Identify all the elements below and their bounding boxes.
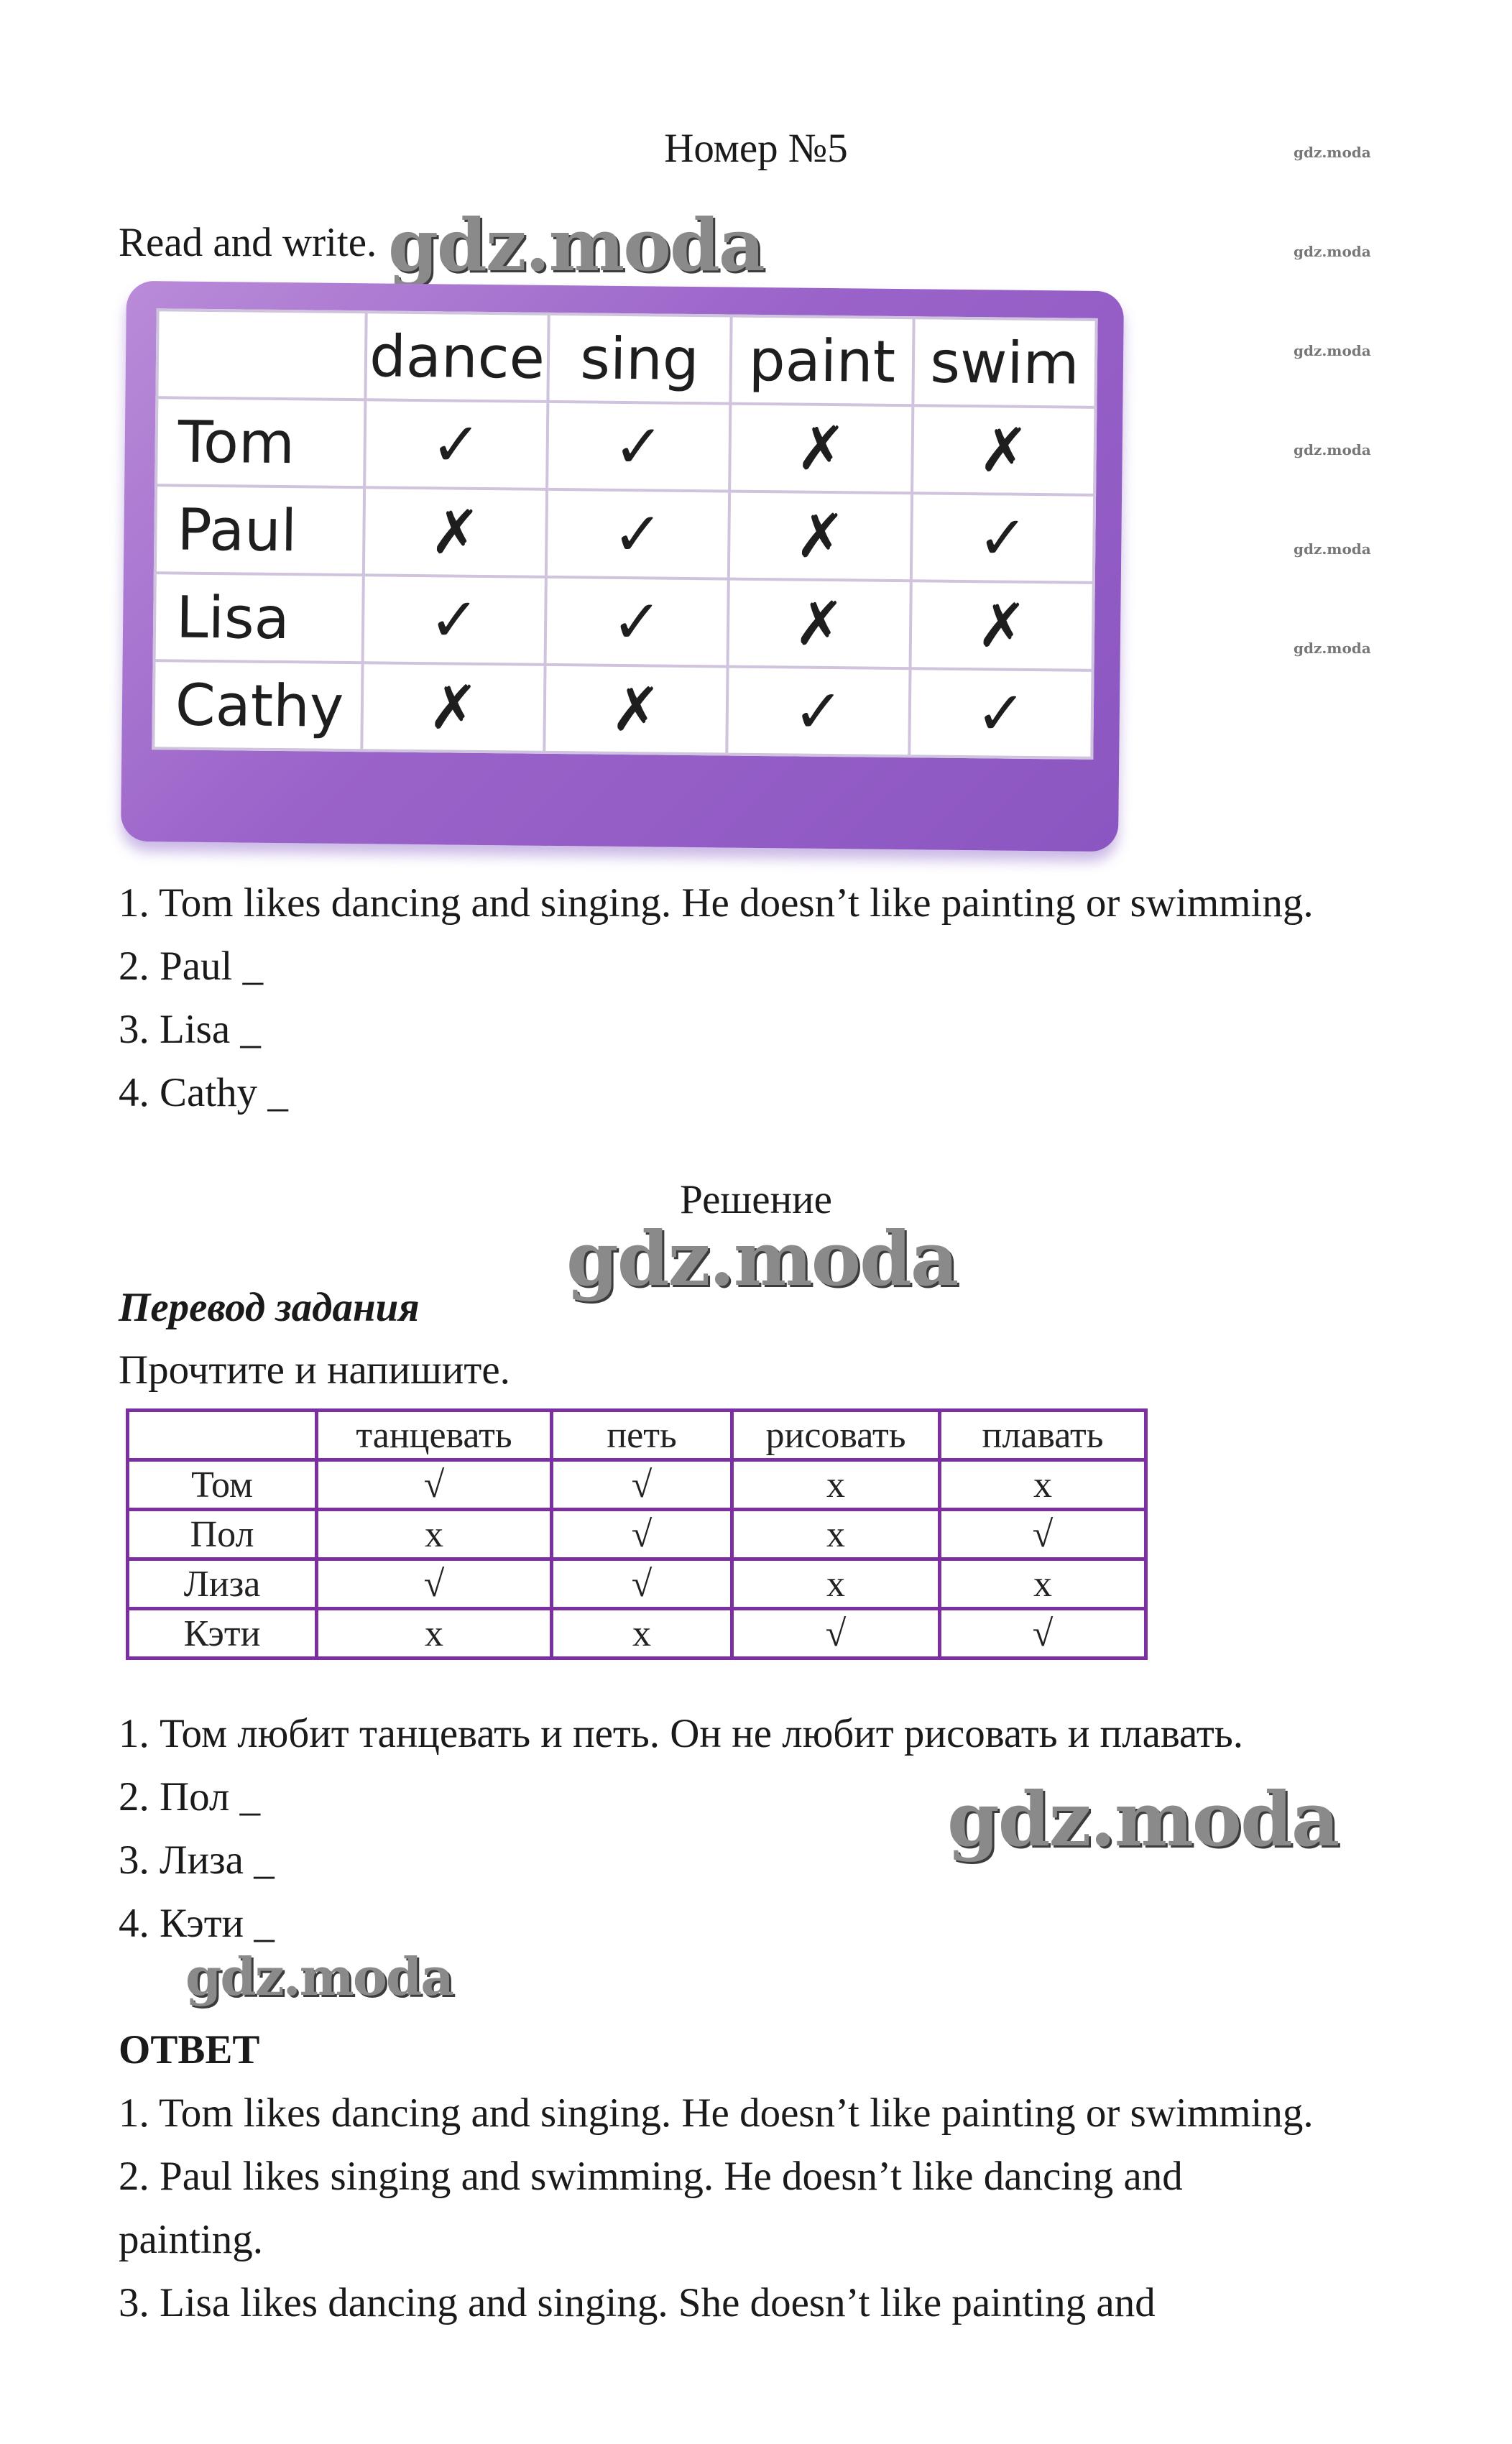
solution-heading: Решение [680, 1177, 832, 1222]
translation-line: 1. Том любит танцевать и петь. Он не любит рисовать и плавать. [119, 1711, 1244, 1756]
mark-cell: ✗ [728, 579, 911, 669]
mark-cell: x [940, 1460, 1146, 1510]
row-name: Tom [156, 397, 365, 487]
mark-cell: ✓ [545, 577, 729, 667]
translation-instruction: Прочтите и напишите. [119, 1347, 510, 1393]
table-header-cell: петь [552, 1411, 732, 1460]
table-header-row [128, 1411, 1146, 1460]
watermark-small: gdz.moda [1294, 441, 1371, 458]
watermark-logo: gdz.moda [185, 1946, 453, 2007]
translation-heading: Перевод задания [119, 1285, 420, 1330]
answer-line: painting. [119, 2217, 264, 2262]
table-header-cell: dance [365, 312, 548, 402]
task-line: 4. Cathy _ [119, 1070, 288, 1115]
table-header-cell: танцевать [317, 1411, 552, 1460]
mark-cell: √ [317, 1559, 552, 1609]
mark-cell: ✓ [546, 489, 729, 579]
table-row [128, 1460, 1146, 1510]
table-header-cell: плавать [940, 1411, 1146, 1460]
row-name: Лиза [128, 1559, 317, 1609]
mark-cell: √ [552, 1559, 732, 1609]
mark-cell: ✓ [547, 402, 730, 492]
mark-cell: √ [940, 1510, 1146, 1559]
watermark-small: gdz.moda [1294, 342, 1371, 359]
mark-cell: x [732, 1460, 940, 1510]
task-line: 1. Tom likes dancing and singing. He doesn’t like painting or swimming. [119, 880, 1314, 926]
watermark-logo: gdz.moda [566, 1214, 958, 1303]
table-header-cell: sing [548, 314, 731, 404]
mark-cell: √ [940, 1609, 1146, 1659]
table-header-cell: рисовать [732, 1411, 940, 1460]
table-header-cell [157, 310, 366, 400]
activity-table-image [121, 281, 1124, 852]
answer-heading: ОТВЕТ [119, 2027, 260, 2072]
watermark-small: gdz.moda [1294, 540, 1371, 558]
table-header-cell: swim [913, 318, 1096, 407]
mark-cell: ✓ [727, 667, 910, 757]
mark-cell: √ [552, 1460, 732, 1510]
mark-cell: x [732, 1510, 940, 1559]
mark-cell: √ [317, 1460, 552, 1510]
table-row [156, 397, 1095, 495]
mark-cell: x [552, 1609, 732, 1659]
answer-line: 3. Lisa likes dancing and singing. She doesn’t like painting and [119, 2280, 1156, 2325]
table-row [128, 1559, 1146, 1609]
activity-table [152, 308, 1097, 760]
row-name: Том [128, 1460, 317, 1510]
task-line: 2. Paul _ [119, 944, 264, 989]
mark-cell: ✓ [364, 400, 548, 489]
table-row [128, 1510, 1146, 1559]
row-name: Пол [128, 1510, 317, 1559]
mark-cell: ✗ [729, 404, 913, 494]
task-line: 3. Lisa _ [119, 1007, 261, 1052]
table-row [128, 1609, 1146, 1659]
mark-cell: ✗ [544, 665, 727, 755]
table-row [155, 573, 1094, 670]
row-name: Cathy [153, 660, 362, 750]
answer-line: 2. Paul likes singing and swimming. He doesn’t like dancing and [119, 2154, 1183, 2199]
mark-cell: ✗ [364, 487, 547, 577]
watermark-small: gdz.moda [1294, 144, 1371, 161]
answer-line: 1. Tom likes dancing and singing. He doesn’t like painting or swimming. [119, 2090, 1314, 2136]
table-row [155, 485, 1094, 583]
mark-cell: ✗ [729, 492, 912, 581]
mark-cell: ✓ [911, 493, 1094, 583]
translation-line: 3. Лиза _ [119, 1837, 275, 1883]
mark-cell: ✗ [911, 581, 1094, 670]
row-name: Кэти [128, 1609, 317, 1659]
table-header-cell [128, 1411, 317, 1460]
watermark-small: gdz.moda [1294, 640, 1371, 657]
table-header-cell: paint [730, 316, 913, 406]
mark-cell: x [317, 1510, 552, 1559]
watermark-logo: gdz.moda [947, 1775, 1339, 1863]
table-row [153, 660, 1092, 758]
translation-line: 2. Пол _ [119, 1774, 261, 1820]
row-name: Lisa [155, 573, 364, 663]
task-instruction: Read and write. [119, 220, 377, 265]
mark-cell: √ [552, 1510, 732, 1559]
mark-cell: x [940, 1559, 1146, 1609]
mark-cell: x [317, 1609, 552, 1659]
mark-cell: x [732, 1559, 940, 1609]
mark-cell: ✓ [909, 668, 1092, 758]
mark-cell: ✗ [912, 405, 1095, 495]
row-name: Paul [155, 485, 364, 575]
table-header-row [157, 310, 1096, 407]
translation-table [126, 1408, 1148, 1660]
page-title: Номер №5 [664, 126, 848, 171]
mark-cell: ✓ [363, 575, 546, 665]
translation-line: 4. Кэти _ [119, 1901, 275, 1946]
mark-cell: √ [732, 1609, 940, 1659]
watermark-small: gdz.moda [1294, 243, 1371, 260]
watermark-logo: gdz.moda [388, 203, 764, 287]
mark-cell: ✗ [361, 663, 545, 752]
